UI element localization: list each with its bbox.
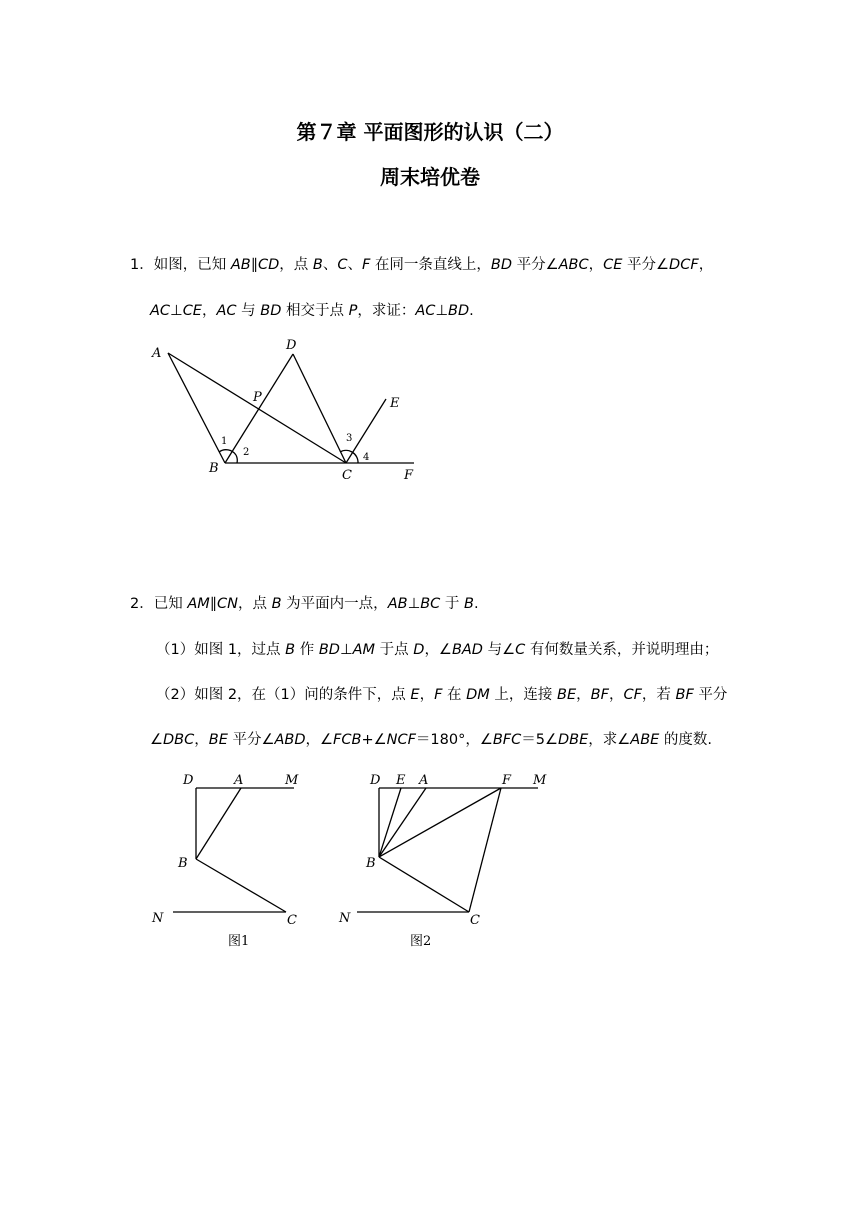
text-segment: 为平面内一点，: [281, 596, 388, 612]
text-segment: 平分∠: [622, 257, 670, 273]
text-segment: ，点: [238, 596, 272, 612]
text-segment: CN: [217, 596, 239, 612]
text-segment: 、: [347, 257, 362, 273]
text-segment: CF: [623, 687, 642, 703]
text-segment: ，: [608, 687, 624, 703]
fig2-label-M: M: [533, 773, 547, 788]
q1-label-E: E: [390, 396, 400, 411]
text-segment: 的度数.: [659, 732, 713, 748]
text-segment: AB: [230, 257, 251, 273]
text-segment: C: [515, 642, 526, 658]
text-segment: CE: [603, 257, 623, 273]
text-segment: DM: [466, 687, 490, 703]
fig1-label-D: D: [183, 773, 194, 788]
text-segment: DCF: [669, 257, 699, 273]
text-segment: ∥: [250, 257, 258, 273]
text-segment: BAD: [451, 642, 483, 658]
text-segment: ，: [698, 257, 714, 273]
text-segment: 与∠: [482, 642, 516, 658]
text-segment: F: [361, 257, 371, 273]
text-segment: 在: [442, 687, 467, 703]
text-segment: FCB: [333, 732, 362, 748]
text-segment: DBC: [163, 732, 195, 748]
text-segment: 2．已知: [130, 596, 188, 612]
text-segment: AC: [150, 303, 171, 319]
fig1-caption: 图1: [228, 934, 250, 949]
text-segment: +∠: [361, 732, 387, 748]
q1-label-A: A: [152, 346, 162, 361]
text-segment: 有何数量关系，并说明理由；: [525, 642, 719, 658]
text-segment: ＝180°，∠: [415, 732, 493, 748]
text-segment: AC: [415, 303, 436, 319]
text-segment: 与: [236, 303, 261, 319]
text-segment: AB: [387, 596, 408, 612]
text-segment: AM: [187, 596, 210, 612]
text-segment: 平分: [693, 687, 728, 703]
text-segment: BD: [318, 642, 340, 658]
text-segment: ，点: [279, 257, 313, 273]
text-segment: （1）如图 1，过点: [156, 642, 286, 658]
text-segment: C: [337, 257, 348, 273]
q1-label-F: F: [404, 468, 414, 483]
q1-label-P: P: [253, 390, 262, 405]
text-segment: .: [469, 303, 474, 319]
text-segment: ，若: [641, 687, 676, 703]
text-segment: ，: [576, 687, 591, 703]
text-segment: BE: [208, 732, 228, 748]
fig2-label-B: B: [366, 856, 376, 871]
fig1-label-M: M: [285, 773, 299, 788]
text-segment: DBE: [558, 732, 589, 748]
text-segment: ＝5∠: [521, 732, 558, 748]
text-segment: BD: [490, 257, 513, 273]
page-title: 第７章 平面图形的认识（二）: [296, 120, 564, 144]
text-segment: BD: [448, 303, 470, 319]
fig2-caption: 图2: [410, 934, 432, 949]
text-segment: 作: [295, 642, 319, 658]
text-segment: NCF: [386, 732, 416, 748]
q1-angle-2: 2: [243, 447, 250, 458]
text-segment: BD: [260, 303, 282, 319]
text-segment: 1．如图，已知: [130, 257, 231, 273]
q1-label-B: B: [209, 461, 219, 476]
text-segment: ，: [588, 257, 604, 273]
text-segment: ，: [194, 732, 209, 748]
text-segment: ⊥: [170, 303, 183, 319]
q1-angle-4: 4: [363, 452, 370, 463]
text-segment: AC: [216, 303, 237, 319]
text-segment: ∠: [150, 732, 163, 748]
text-segment: ABE: [630, 732, 660, 748]
text-segment: D: [413, 642, 425, 658]
text-segment: （2）如图 2，在（1）问的条件下，点: [156, 687, 411, 703]
text-segment: 于: [440, 596, 464, 612]
text-segment: BF: [590, 687, 609, 703]
fig2-label-C: C: [470, 913, 480, 928]
page-subtitle: 周末培优卷: [380, 165, 480, 189]
text-segment: B: [312, 257, 323, 273]
q1-angle-1: 1: [221, 436, 228, 447]
text-segment: CD: [257, 257, 280, 273]
fig2-label-A: A: [419, 773, 429, 788]
text-segment: F: [434, 687, 443, 703]
text-segment: AM: [352, 642, 376, 658]
text-segment: BC: [420, 596, 441, 612]
text-segment: 平分∠: [512, 257, 559, 273]
fig2-label-D: D: [370, 773, 381, 788]
text-segment: ⊥: [435, 303, 449, 319]
text-segment: ⊥: [407, 596, 421, 612]
text-segment: ABD: [274, 732, 306, 748]
text-segment: 相交于点: [281, 303, 349, 319]
text-segment: BFC: [492, 732, 522, 748]
text-segment: B: [464, 596, 474, 612]
text-segment: ，求∠: [588, 732, 631, 748]
text-segment: B: [271, 596, 282, 612]
text-segment: B: [285, 642, 296, 658]
text-segment: BF: [675, 687, 694, 703]
fig1-label-C: C: [287, 913, 297, 928]
text-segment: 平分∠: [227, 732, 275, 748]
text-segment: ，求证：: [357, 303, 416, 319]
fig1-label-B: B: [178, 856, 188, 871]
text-segment: 上，连接: [489, 687, 558, 703]
text-segment: ∥: [209, 596, 218, 612]
fig1-label-A: A: [234, 773, 244, 788]
text-segment: ，∠: [305, 732, 334, 748]
text-segment: BE: [557, 687, 577, 703]
fig2-label-F: F: [502, 773, 512, 788]
text-segment: ，: [201, 303, 217, 319]
q1-label-C: C: [342, 468, 352, 483]
q1-label-D: D: [286, 338, 297, 353]
text-segment: ，: [419, 687, 435, 703]
text-segment: ，∠: [424, 642, 452, 658]
fig2-label-N: N: [339, 911, 351, 926]
fig2-label-E: E: [396, 773, 406, 788]
text-segment: ABC: [558, 257, 589, 273]
text-segment: 在同一条直线上，: [370, 257, 491, 273]
text-segment: .: [473, 596, 479, 612]
text-segment: CE: [182, 303, 202, 319]
text-segment: P: [348, 303, 358, 319]
q1-angle-3: 3: [346, 433, 353, 444]
text-segment: 、: [322, 257, 338, 273]
fig1-label-N: N: [152, 911, 164, 926]
text-segment: 于点: [375, 642, 414, 658]
text-segment: E: [410, 687, 420, 703]
text-segment: ⊥: [339, 642, 353, 658]
